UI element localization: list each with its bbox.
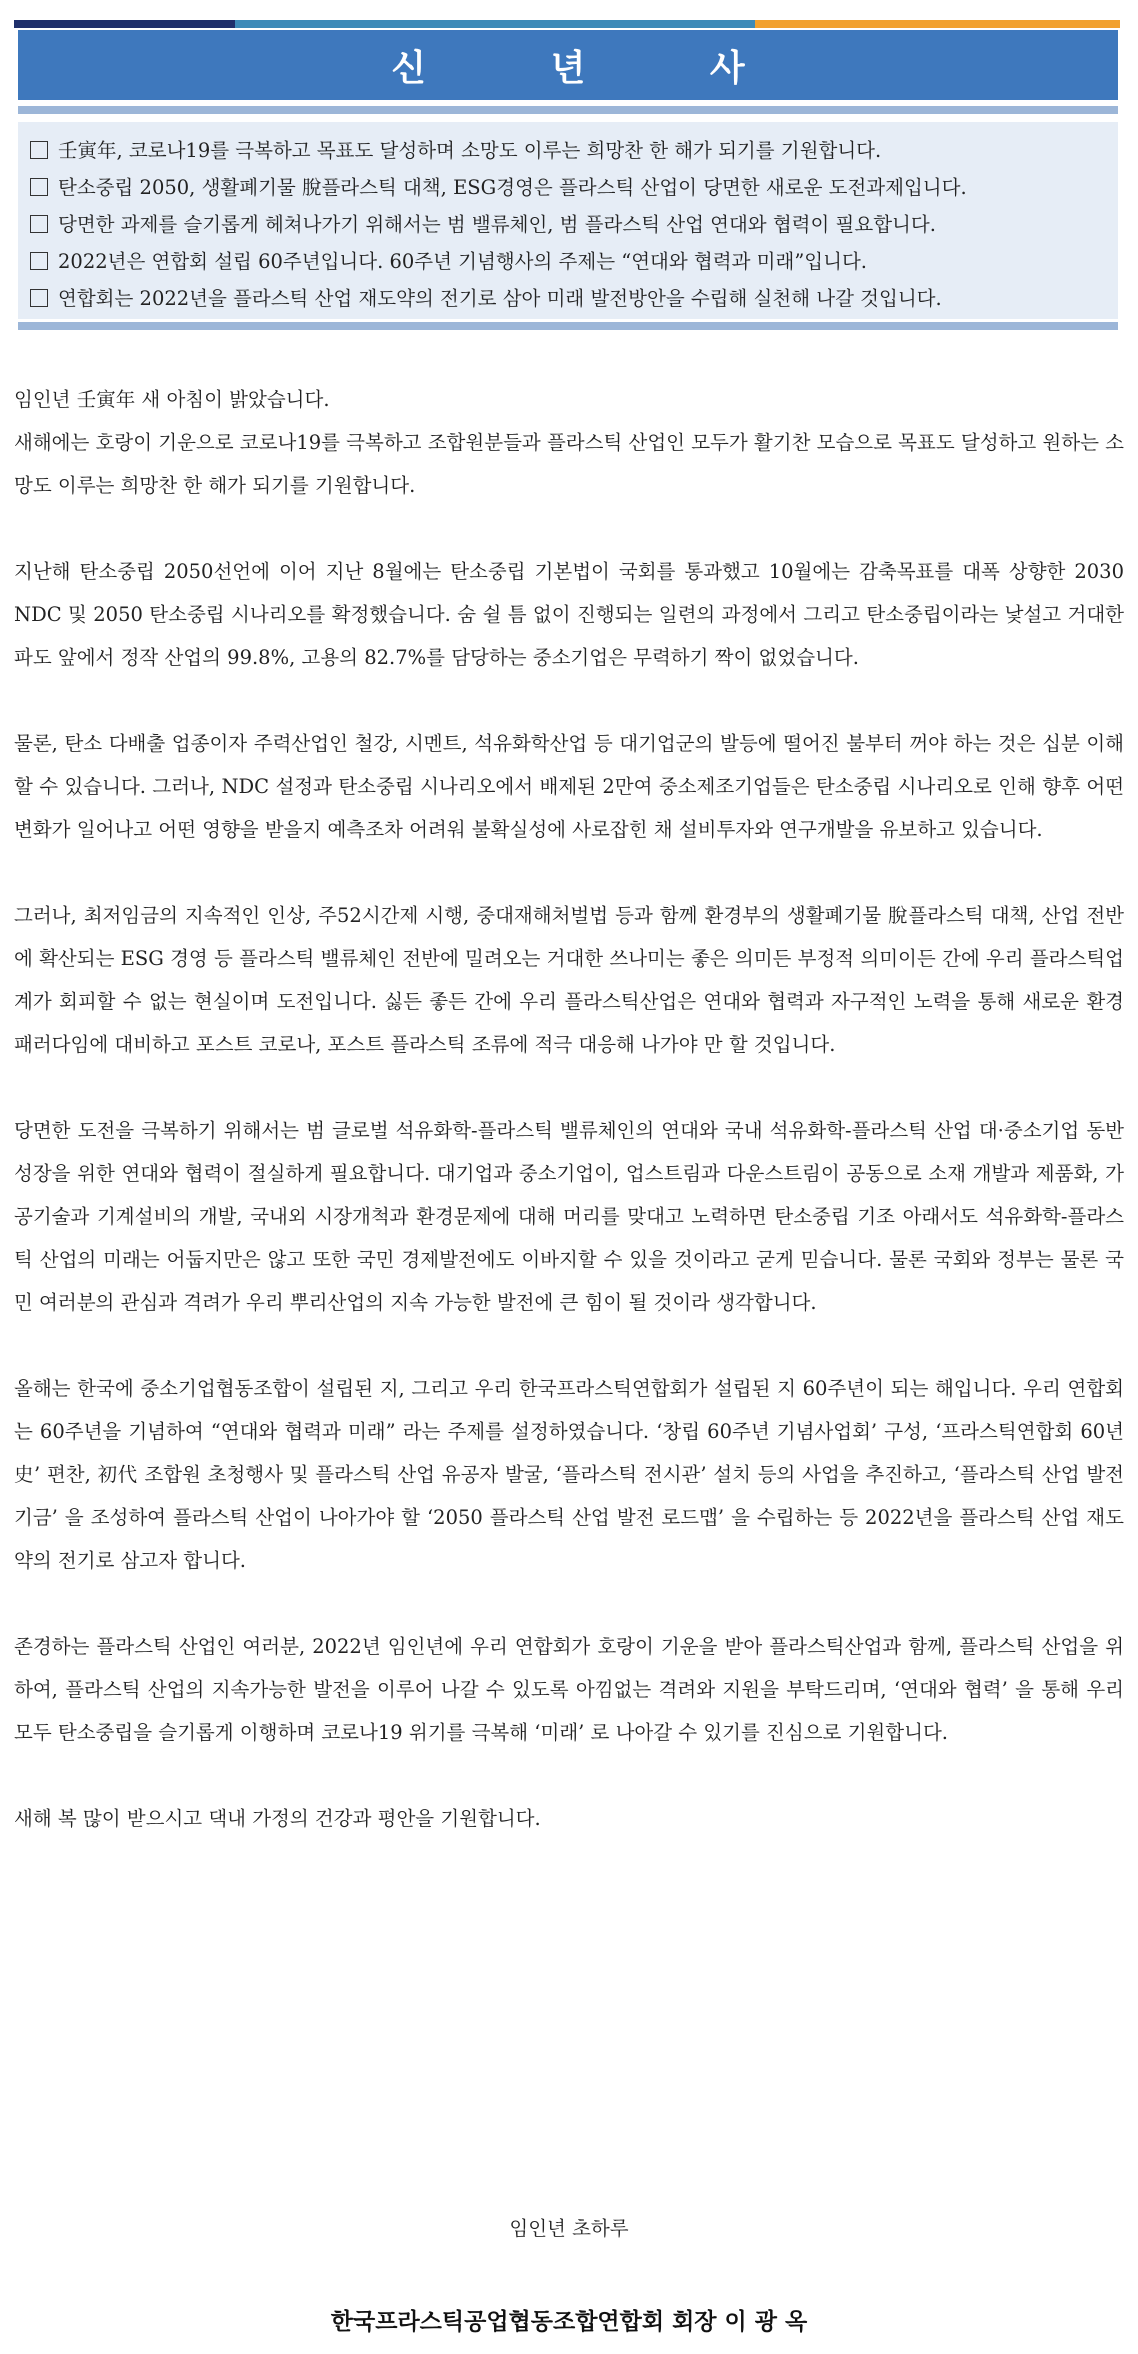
letter-body — [14, 378, 1124, 1883]
checkbox-square-icon — [30, 178, 48, 196]
divider-bottom — [18, 322, 1118, 330]
paragraph: 존경하는 플라스틱 산업인 여러분, 2022년 임인년에 우리 연합회가 호랑이 기운을 받아 플라스틱산업과 함께, 플라스틱 산업을 위하여, 플라스틱 산업의 지속가능한 발전을 이루어 나갈 수 있도록 아낌없는 격려와 지원을 부탁드리며, ‘연대와 협력’ 을 통해 우리 모두 탄소중립을 슬기롭게 이행하며 코로나19 위기를 극복해 ‘미래’ 로 나아갈 수 있기를 진심으로 기원합니다. — [14, 1635, 1124, 1744]
date-line: 임인년 초하루 — [509, 2217, 629, 2240]
paragraph: 지난해 탄소중립 2050선언에 이어 지난 8월에는 탄소중립 기본법이 국회를 통과했고 10월에는 감축목표를 대폭 상향한 2030 NDC 및 2050 탄소중립 시나리오를 확정했습니다. 숨 쉴 틈 없이 진행되는 일련의 과정에서 그리고 탄소중립이라는 낯설고 거대한 파도 앞에서 정작 산업의 99.8%, 고용의 82.7%를 담당하는 중소기업은 무력하기 짝이 없었습니다. — [14, 560, 1124, 669]
paragraph: 올해는 한국에 중소기업협동조합이 설립된 지, 그리고 우리 한국프라스틱연합회가 설립된 지 60주년이 되는 해입니다. 우리 연합회는 60주년을 기념하여 “연대와 협력과 미래” 라는 주제를 설정하였습니다. ‘창립 60주년 기념사업회’ 구성, ‘프라스틱연합회 60년史’ 편찬, 初代 조합원 초청행사 및 플라스틱 산업 유공자 발굴, ‘플라스틱 전시관’ 설치 등의 사업을 추진하고, ‘플라스틱 산업 발전기금’ 을 조성하여 플라스틱 산업이 나아가야 할 ‘2050 플라스틱 산업 발전 로드맵’ 을 수립하는 등 2022년을 플라스틱 산업 재도약의 전기로 삼고자 합니다. — [14, 1377, 1124, 1572]
summary-item — [30, 280, 1118, 317]
summary-box — [18, 122, 1118, 319]
summary-item-text: 연합회는 2022년을 플라스틱 산업 재도약의 전기로 삼아 미래 발전방안을 수립해 실천해 나갈 것입니다. — [58, 287, 942, 310]
summary-item-text: 탄소중립 2050, 생활폐기물 脫플라스틱 대책, ESG경영은 플라스틱 산업이 당면한 새로운 도전과제입니다. — [58, 176, 967, 199]
divider-top — [18, 106, 1118, 114]
summary-item — [30, 169, 1118, 206]
summary-item-text: 壬寅年, 코로나19를 극복하고 목표도 달성하며 소망도 이루는 희망찬 한 해가 되기를 기원합니다. — [58, 139, 882, 162]
header-accent-bar — [14, 20, 1120, 28]
paragraph-closing-wish: 새해 복 많이 받으시고 댁내 가정의 건강과 평안을 기원합니다. — [14, 1807, 541, 1830]
accent-segment-navy — [14, 20, 235, 28]
paragraph: 그러나, 최저임금의 지속적인 인상, 주52시간제 시행, 중대재해처벌법 등과 함께 환경부의 생활폐기물 脫플라스틱 대책, 산업 전반에 확산되는 ESG 경영 등 플라스틱 밸류체인 전반에 밀려오는 거대한 쓰나미는 좋은 의미든 부정적 의미이든 간에 우리 플라스틱업계가 회피할 수 없는 현실이며 도전입니다. 싫든 좋든 간에 우리 플라스틱산업은 연대와 협력과 자구적인 노력을 통해 새로운 환경 패러다임에 대비하고 포스트 코로나, 포스트 플라스틱 조류에 적극 대응해 나가야 만 할 것입니다. — [14, 904, 1124, 1056]
page-title: 신 년 사 — [391, 47, 801, 89]
paragraph-greeting: 임인년 壬寅年 새 아침이 밝았습니다. 새해에는 호랑이 기운으로 코로나19를 극복하고 조합원분들과 플라스틱 산업인 모두가 활기찬 모습으로 목표도 달성하고 원하는 소망도 이루는 희망찬 한 해가 되기를 기원합니다. — [14, 388, 1124, 497]
summary-item-text: 2022년은 연합회 설립 60주년입니다. 60주년 기념행사의 주제는 “연대와 협력과 미래”입니다. — [58, 250, 867, 273]
accent-segment-orange — [755, 20, 1120, 28]
checkbox-square-icon — [30, 215, 48, 233]
paragraph: 물론, 탄소 다배출 업종이자 주력산업인 철강, 시멘트, 석유화학산업 등 대기업군의 발등에 떨어진 불부터 꺼야 하는 것은 십분 이해 할 수 있습니다. 그러나, NDC 설정과 탄소중립 시나리오에서 배제된 2만여 중소제조기업들은 탄소중립 시나리오로 인해 향후 어떤 변화가 일어나고 어떤 영향을 받을지 예측조차 어려워 불확실성에 사로잡힌 채 설비투자와 연구개발을 유보하고 있습니다. — [14, 732, 1124, 841]
checkbox-square-icon — [30, 141, 48, 159]
checkbox-square-icon — [30, 252, 48, 270]
signature: 한국프라스틱공업협동조합연합회 회장 이 광 옥 — [330, 2308, 808, 2335]
paragraph: 당면한 도전을 극복하기 위해서는 범 글로벌 석유화학-플라스틱 밸류체인의 연대와 국내 석유화학-플라스틱 산업 대·중소기업 동반성장을 위한 연대와 협력이 절실하게 필요합니다. 대기업과 중소기업이, 업스트림과 다운스트림이 공동으로 소재 개발과 제품화, 가공기술과 기계설비의 개발, 국내외 시장개척과 환경문제에 대해 머리를 맞대고 노력하면 탄소중립 기조 아래서도 석유화학-플라스틱 산업의 미래는 어둡지만은 않고 또한 국민 경제발전에도 이바지할 수 있을 것이라고 굳게 믿습니다. 물론 국회와 정부는 물론 국민 여러분의 관심과 격려가 우리 뿌리산업의 지속 가능한 발전에 큰 힘이 될 것이라 생각합니다. — [14, 1119, 1124, 1314]
summary-item — [30, 206, 1118, 243]
summary-item-text: 당면한 과제를 슬기롭게 헤쳐나가기 위해서는 범 밸류체인, 범 플라스틱 산업 연대와 협력이 필요합니다. — [58, 213, 936, 236]
title-banner — [18, 30, 1118, 100]
accent-segment-blue — [235, 20, 755, 28]
checkbox-square-icon — [30, 289, 48, 307]
summary-item — [30, 132, 1118, 169]
summary-item — [30, 243, 1118, 280]
